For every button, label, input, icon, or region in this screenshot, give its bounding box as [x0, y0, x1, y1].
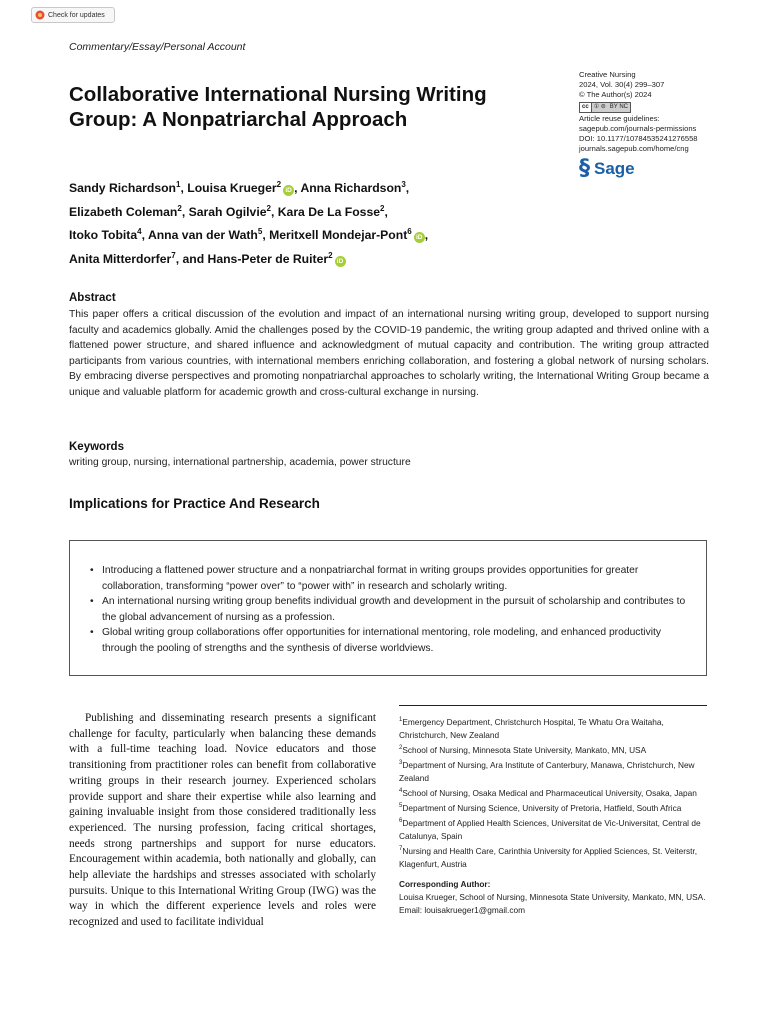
author-separator: ,	[262, 228, 270, 243]
author-affiliation-number: 3	[401, 180, 406, 189]
abstract-heading: Abstract	[69, 292, 116, 304]
affiliation-item	[399, 785, 709, 800]
affiliation-text: School of Nursing, Minnesota State University, Mankato, MN, USA	[402, 744, 647, 755]
affiliation-item	[399, 815, 709, 843]
cc-badge-part: cc	[580, 103, 592, 112]
author-separator: , and	[175, 251, 208, 266]
author-name: Itoko Tobita	[69, 228, 138, 243]
affiliation-item	[399, 714, 709, 742]
article-type: Commentary/Essay/Personal Account	[69, 41, 246, 53]
affiliation-item	[399, 742, 709, 757]
author-name: Sandy Richardson	[69, 181, 177, 196]
author-affiliation-number: 2	[380, 203, 385, 213]
journal-name: Creative Nursing	[579, 70, 636, 79]
cc-badge-part: ① ⊜	[593, 103, 606, 110]
author-separator: ,	[181, 204, 189, 219]
author-name: Louisa Krueger	[187, 181, 277, 196]
affiliation-text: School of Nursing, Osaka Medical and Pharmaceutical University, Osaka, Japan	[402, 788, 697, 799]
affiliation-text: Department of Nursing, Ara Institute of Canterbury, Manawa, Christchurch, New Zealand	[399, 759, 695, 784]
keywords-heading: Keywords	[69, 441, 124, 453]
affiliation-number: 1	[399, 717, 403, 723]
author-name: Sarah Ogilvie	[188, 204, 267, 219]
cc-badge-part: BY NC	[609, 103, 628, 110]
author-affiliation-number: 2	[276, 180, 282, 189]
sage-mark-icon: §	[579, 156, 590, 182]
implications-heading: Implications for Practice And Research	[69, 496, 320, 511]
author-affiliation-number: 7	[171, 250, 176, 260]
author-separator: ,	[180, 181, 188, 196]
affiliation-text: Emergency Department, Christchurch Hospital, Te Whatu Ora Waitaha, Christchurch, New Zealand	[399, 716, 664, 740]
author-affiliation-number: 2	[266, 203, 271, 213]
doi[interactable]: DOI: 10.1177/10784535241276558	[579, 134, 698, 144]
corresponding-address: Louisa Krueger, School of Nursing, Minnesota State University, Mankato, MN, USA.	[399, 891, 706, 902]
check-updates-label: Check for updates	[48, 11, 105, 19]
permissions-link[interactable]: sagepub.com/journals-permissions	[579, 123, 697, 133]
author-affiliation-number: 2	[177, 203, 182, 213]
affiliation-number: 6	[399, 818, 403, 825]
affiliation-text: Department of Applied Health Sciences, Universitat de Vic-Universitat, Central de Catalunya, Spain	[399, 818, 701, 842]
implication-item: • Introducing a flattened power structure and a nonpatriarchal format in writing groups provides opportunities for greater collaboration, transforming “power over” to “power with” in research and scholarly writing.	[90, 563, 694, 594]
affiliation-number: 2	[399, 745, 403, 752]
author-affiliation-number: 2	[328, 250, 333, 260]
author-separator: ,	[384, 204, 388, 219]
affiliation-text: Nursing and Health Care, Carinthia University for Applied Sciences, St. Veiterstr, Klagenfurt, Austria	[399, 846, 698, 870]
journal-copyright: © The Author(s) 2024	[579, 90, 652, 100]
sage-wordmark: Sage	[594, 159, 635, 179]
orcid-icon[interactable]: iD	[335, 256, 346, 267]
author-name: Anna Richardson	[300, 181, 402, 196]
author-list	[69, 175, 559, 269]
reuse-guidelines: Article reuse guidelines:	[579, 113, 660, 123]
journal-meta	[579, 70, 749, 182]
keywords-text: writing group, nursing, international partnership, academia, power structure	[69, 457, 411, 468]
author-name: Kara De La Fosse	[277, 204, 381, 219]
affiliation-item	[399, 757, 709, 785]
orcid-icon[interactable]: iD	[283, 185, 294, 196]
author-affiliation-number: 6	[407, 227, 412, 237]
implication-item: • An international nursing writing group benefits individual growth and development in the pursuit of scholarship and contributes to the global advancement of nursing as a profession.	[90, 594, 694, 625]
journal-url[interactable]: journals.sagepub.com/home/cng	[579, 144, 689, 154]
implications-box	[69, 540, 707, 676]
body-paragraph: Publishing and disseminating research presents a significant challenge for faculty, particularly when balancing these demands with a full-time teaching load. Novice educators and those transitioning from practitioner roles can benefit from collaborative writing groups in their research journey. Experienced scholars provide support and share their expertise while also learning and gaining invaluable insight from those considered traditionally less experienced. The nursing profession, facing critical shortages, needs strong partnerships and support for nurse educators. Encouragement within academia, both nationally and globally, can help alleviate the hardships and stresses associated with scholarly pursuits. Unique to this International Writing Group (IWG) was the way in which the different experience levels and roles were recognized and used to facilitate individual	[69, 712, 376, 929]
check-for-updates-button[interactable]	[31, 7, 115, 23]
author-name: Anna van der Wath	[147, 228, 258, 243]
affiliation-item	[399, 843, 709, 871]
cc-license-badge[interactable]	[579, 102, 631, 113]
affiliation-text: Department of Nursing Science, University of Pretoria, Hatfield, South Africa	[402, 803, 682, 814]
affiliation-number: 7	[399, 846, 403, 853]
sage-logo	[579, 156, 749, 182]
implication-item: • Global writing group collaborations offer opportunities for international mentoring, role modeling, and enhanced productivity through the pooling of strengths and the synthesis of diverse worldviews.	[90, 625, 694, 656]
author-name: Anita Mitterdorfer	[69, 251, 172, 266]
author-separator: ,	[294, 181, 301, 196]
author-affiliation-number: 1	[176, 180, 181, 189]
author-separator: ,	[141, 228, 148, 243]
author-affiliation-number: 4	[137, 227, 142, 237]
author-name: Elizabeth Coleman	[69, 204, 178, 219]
check-updates-icon	[35, 10, 45, 20]
affiliation-number: 4	[399, 788, 403, 795]
affiliation-number: 5	[399, 803, 403, 810]
affiliation-number: 3	[399, 760, 403, 767]
corresponding-email[interactable]: Email: louisakrueger1@gmail.com	[399, 905, 526, 915]
author-separator: ,	[270, 204, 278, 219]
affiliation-item	[399, 800, 709, 815]
article-title: Collaborative International Nursing Writing Group: A Nonpatriarchal Approach	[69, 83, 487, 131]
author-name: Meritxell Mondejar-Pont	[269, 228, 408, 243]
orcid-icon[interactable]: iD	[414, 232, 425, 243]
corresponding-heading: Corresponding Author:	[399, 878, 491, 889]
author-separator: ,	[424, 228, 429, 243]
affiliations	[399, 714, 709, 917]
abstract-text: This paper offers a critical discussion of the evolution and impact of an international nursing writing group, developed to support nursing faculty and academics globally. Amid the challenges posed by the COVID-19 pandemic, the writing group adapted and thrived online with a flattened power structure, and shared influence and acknowledgment of mutual capacity and contribution. The writing group attracted participants from various countries, with international members enriching collaboration, and fostering a global network of nursing scholars. By embracing diverse perspectives and promoting nonpatriarchal approaches to scholarly writing, the International Writing Group became a unique and valuable platform for academic growth and cross-cultural exchange in nursing.	[69, 309, 709, 398]
author-name: Hans-Peter de Ruiter	[207, 251, 329, 266]
author-affiliation-number: 5	[257, 227, 263, 237]
journal-volume: 2024, Vol. 30(4) 299–307	[579, 80, 665, 90]
affiliation-divider	[399, 705, 707, 706]
author-separator: ,	[405, 181, 410, 196]
